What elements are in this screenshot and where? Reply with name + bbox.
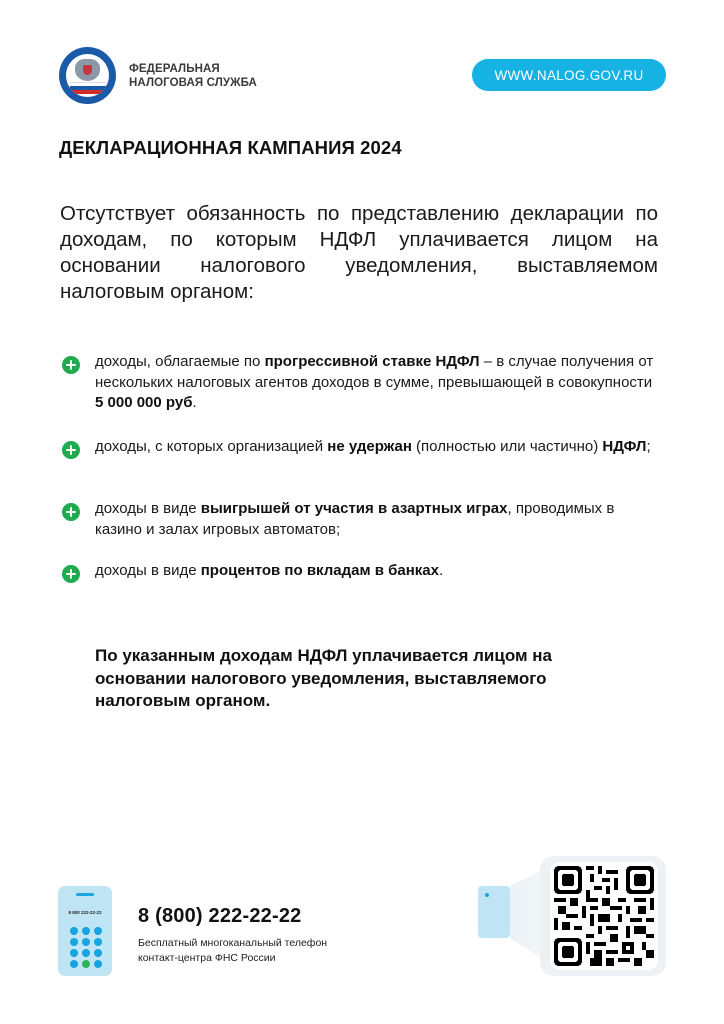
list-text-part: доходы в виде <box>95 562 201 579</box>
page-title: ДЕКЛАРАЦИОННАЯ КАМПАНИЯ 2024 <box>59 137 402 158</box>
qr-code-icon <box>554 866 654 966</box>
list-text-part: . <box>438 562 444 579</box>
list-text-part: , проводимых в казино и залах игровых автоматов; <box>95 500 615 538</box>
hotline-desc-line1: Бесплатный многоканальный телефон <box>138 937 328 949</box>
plus-circle-icon <box>62 356 80 374</box>
emphasis-text: прогрессивной ставке НДФЛ <box>264 353 480 370</box>
emphasis-text: процентов по вкладам в банках <box>200 562 439 579</box>
list-item-text <box>95 561 655 582</box>
website-link-button[interactable] <box>472 59 666 91</box>
list-text-part: доходы, с которых организацией <box>95 438 328 455</box>
list-text-part: (полностью или частично) <box>411 438 603 455</box>
phone-mini-number: 8 800 222-22-22 <box>68 910 102 915</box>
fns-emblem-logo <box>59 47 116 104</box>
phone-scan-icon <box>478 886 510 938</box>
conclusion-paragraph: По указанным доходам НДФЛ уплачивается лицом на основании налогового уведомления, выставляемого налоговым органом. <box>95 646 553 710</box>
emphasis-text: 5 000 000 руб <box>95 394 193 411</box>
qr-code-card[interactable] <box>540 856 666 976</box>
shield-icon <box>83 65 92 75</box>
plus-circle-icon <box>62 503 80 521</box>
keypad-icon <box>70 927 102 968</box>
hotline-phone-number[interactable]: 8 (800) 222-22-22 <box>138 905 302 927</box>
list-text-part: доходы, облагаемые по <box>95 353 265 370</box>
list-text-part: . <box>192 394 197 411</box>
plus-circle-icon <box>62 565 80 583</box>
org-name-line1: ФЕДЕРАЛЬНАЯ <box>129 63 220 75</box>
hotline-desc-line2: контакт-центра ФНС России <box>138 952 276 964</box>
russian-flag-icon <box>70 90 106 94</box>
plus-circle-icon <box>62 441 80 459</box>
phone-illustration-icon <box>58 886 112 976</box>
org-name <box>129 62 257 90</box>
hotline-description <box>138 936 327 966</box>
website-label: WWW.NALOG.GOV.RU <box>494 67 644 83</box>
emphasis-text: выигрышей от участия в азартных играх <box>200 500 508 517</box>
list-item-text <box>95 499 655 540</box>
emphasis-text: не удержан <box>327 438 412 455</box>
list-text-part: доходы в виде <box>95 500 201 517</box>
emphasis-text: НДФЛ <box>602 438 647 455</box>
list-text-part: ; <box>646 438 651 455</box>
list-item-text <box>95 437 655 458</box>
list-item-text <box>95 352 655 414</box>
org-name-line2: НАЛОГОВАЯ СЛУЖБА <box>129 77 257 89</box>
intro-paragraph: Отсутствует обязанность по представлению декларации по доходам, по которым НДФЛ уплачивается лицом на основании налогового уведомления, выставляемом налоговым органом: <box>60 202 658 303</box>
list-text-part: – в случае получения от нескольких налоговых агентов доходов в сумме, превышающей в совокупности <box>95 353 654 391</box>
